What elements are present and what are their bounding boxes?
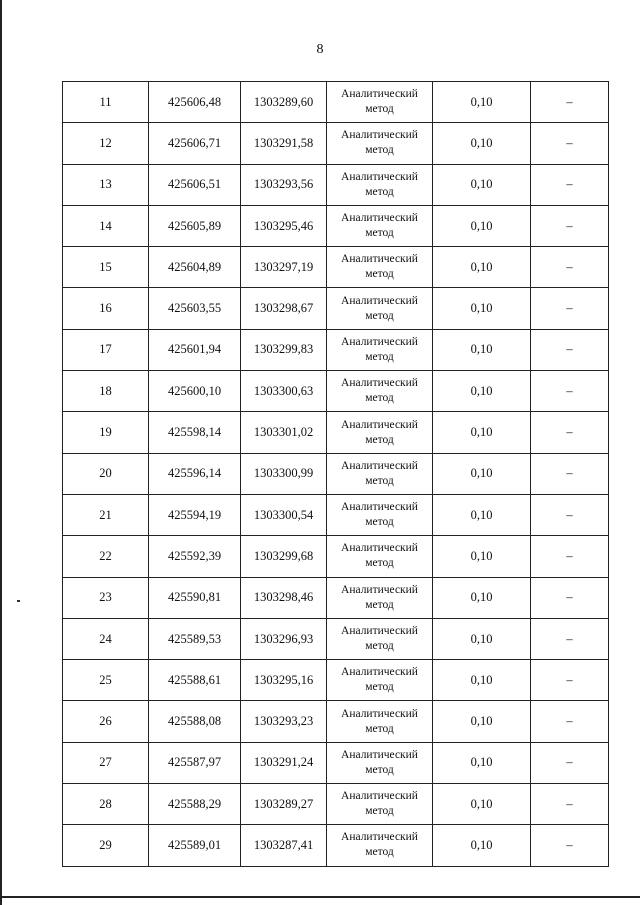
y-coordinate-cell: 1303299,83 xyxy=(241,329,327,370)
method-line-1: Аналитический xyxy=(341,790,418,803)
x-coordinate-cell: 425603,55 xyxy=(149,288,241,329)
method-cell xyxy=(327,577,433,618)
dash-cell: – xyxy=(531,247,609,288)
y-coordinate-cell: 1303293,56 xyxy=(241,164,327,205)
error-cell: 0,10 xyxy=(433,329,531,370)
method-line-1: Аналитический xyxy=(341,583,418,596)
method-cell xyxy=(327,123,433,164)
table-row xyxy=(63,618,609,659)
method-line-2: метод xyxy=(365,516,394,529)
y-coordinate-cell: 1303299,68 xyxy=(241,536,327,577)
method-cell xyxy=(327,618,433,659)
dash-cell: – xyxy=(531,660,609,701)
method-line-2: метод xyxy=(365,309,394,322)
method-line-2: метод xyxy=(365,557,394,570)
point-number-cell: 22 xyxy=(63,536,149,577)
table-row xyxy=(63,453,609,494)
error-cell: 0,10 xyxy=(433,701,531,742)
method-line-1: Аналитический xyxy=(341,335,418,348)
method-line-1: Аналитический xyxy=(341,625,418,637)
y-coordinate-cell: 1303295,16 xyxy=(241,660,327,701)
method-line-2: метод xyxy=(365,433,394,446)
method-cell xyxy=(327,247,433,288)
method-line-2: метод xyxy=(365,846,394,859)
dash-cell: – xyxy=(531,453,609,494)
method-line-2: метод xyxy=(365,805,394,818)
y-coordinate-cell: 1303296,93 xyxy=(241,618,327,659)
method-line-2: метод xyxy=(365,681,394,694)
method-line-1: Аналитический xyxy=(341,129,418,142)
method-cell xyxy=(327,825,433,866)
error-cell: 0,10 xyxy=(433,577,531,618)
x-coordinate-cell: 425588,29 xyxy=(149,784,241,825)
y-coordinate-cell: 1303297,19 xyxy=(241,247,327,288)
method-line-2: метод xyxy=(365,350,394,363)
point-number-cell: 14 xyxy=(63,205,149,246)
dash-cell: – xyxy=(531,123,609,164)
point-number-cell: 13 xyxy=(63,164,149,205)
error-cell: 0,10 xyxy=(433,164,531,205)
error-cell: 0,10 xyxy=(433,123,531,164)
method-cell xyxy=(327,329,433,370)
table-row xyxy=(63,288,609,329)
x-coordinate-cell: 425594,19 xyxy=(149,494,241,535)
dash-cell: – xyxy=(531,412,609,453)
table-row xyxy=(63,247,609,288)
x-coordinate-cell: 425606,51 xyxy=(149,164,241,205)
method-cell xyxy=(327,701,433,742)
dash-cell: – xyxy=(531,329,609,370)
x-coordinate-cell: 425589,01 xyxy=(149,825,241,866)
table-row xyxy=(63,660,609,701)
x-coordinate-cell: 425601,94 xyxy=(149,329,241,370)
y-coordinate-cell: 1303300,63 xyxy=(241,371,327,412)
y-coordinate-cell: 1303300,54 xyxy=(241,494,327,535)
method-cell xyxy=(327,453,433,494)
method-line-1: Аналитический xyxy=(341,88,418,101)
error-cell: 0,10 xyxy=(433,205,531,246)
y-coordinate-cell: 1303291,24 xyxy=(241,742,327,783)
dash-cell: – xyxy=(531,825,609,866)
method-line-1: Аналитический xyxy=(341,666,418,679)
error-cell: 0,10 xyxy=(433,412,531,453)
y-coordinate-cell: 1303295,46 xyxy=(241,205,327,246)
y-coordinate-cell: 1303289,60 xyxy=(241,82,327,123)
error-cell: 0,10 xyxy=(433,742,531,783)
dash-cell: – xyxy=(531,742,609,783)
table-body xyxy=(63,82,609,867)
table-row xyxy=(63,825,609,866)
dash-cell: – xyxy=(531,82,609,123)
table-row xyxy=(63,494,609,535)
dash-cell: – xyxy=(531,784,609,825)
method-line-1: Аналитический xyxy=(341,459,418,472)
table-row xyxy=(63,742,609,783)
dash-cell: – xyxy=(531,536,609,577)
point-number-cell: 24 xyxy=(63,618,149,659)
method-line-2: метод xyxy=(365,763,394,776)
x-coordinate-cell: 425587,97 xyxy=(149,742,241,783)
y-coordinate-cell: 1303293,23 xyxy=(241,701,327,742)
point-number-cell: 19 xyxy=(63,412,149,453)
table-row xyxy=(63,577,609,618)
point-number-cell: 27 xyxy=(63,742,149,783)
method-line-2: метод xyxy=(365,185,394,198)
table-row xyxy=(63,371,609,412)
method-cell xyxy=(327,412,433,453)
dash-cell: – xyxy=(531,288,609,329)
x-coordinate-cell: 425606,48 xyxy=(149,82,241,123)
x-coordinate-cell: 425588,61 xyxy=(149,660,241,701)
x-coordinate-cell: 425606,71 xyxy=(149,123,241,164)
method-line-1: Аналитический xyxy=(341,542,418,555)
method-line-1: Аналитический xyxy=(341,707,418,720)
method-line-1: Аналитический xyxy=(341,418,418,431)
x-coordinate-cell: 425588,08 xyxy=(149,701,241,742)
method-cell xyxy=(327,205,433,246)
method-line-2: метод xyxy=(365,268,394,281)
x-coordinate-cell: 425605,89 xyxy=(149,205,241,246)
point-number-cell: 29 xyxy=(63,825,149,866)
method-line-2: метод xyxy=(365,640,394,652)
page-left-edge xyxy=(0,0,2,905)
point-number-cell: 17 xyxy=(63,329,149,370)
method-cell xyxy=(327,164,433,205)
error-cell: 0,10 xyxy=(433,82,531,123)
x-coordinate-cell: 425592,39 xyxy=(149,536,241,577)
point-number-cell: 11 xyxy=(63,82,149,123)
method-cell xyxy=(327,494,433,535)
point-number-cell: 20 xyxy=(63,453,149,494)
method-cell xyxy=(327,660,433,701)
method-line-1: Аналитический xyxy=(341,170,418,183)
method-cell xyxy=(327,536,433,577)
y-coordinate-cell: 1303291,58 xyxy=(241,123,327,164)
dash-cell: – xyxy=(531,164,609,205)
x-coordinate-cell: 425596,14 xyxy=(149,453,241,494)
method-line-2: метод xyxy=(365,103,394,116)
error-cell: 0,10 xyxy=(433,247,531,288)
x-coordinate-cell: 425604,89 xyxy=(149,247,241,288)
method-cell xyxy=(327,82,433,123)
dash-cell: – xyxy=(531,618,609,659)
method-line-2: метод xyxy=(365,474,394,487)
error-cell: 0,10 xyxy=(433,453,531,494)
error-cell: 0,10 xyxy=(433,660,531,701)
coordinates-table xyxy=(62,81,609,867)
method-cell xyxy=(327,371,433,412)
table-row xyxy=(63,205,609,246)
point-number-cell: 26 xyxy=(63,701,149,742)
x-coordinate-cell: 425589,53 xyxy=(149,618,241,659)
table-row xyxy=(63,412,609,453)
dash-cell: – xyxy=(531,577,609,618)
point-number-cell: 25 xyxy=(63,660,149,701)
page-number: 8 xyxy=(316,42,324,57)
method-line-2: метод xyxy=(365,227,394,240)
error-cell: 0,10 xyxy=(433,371,531,412)
point-number-cell: 15 xyxy=(63,247,149,288)
error-cell: 0,10 xyxy=(433,536,531,577)
page-bottom-edge xyxy=(0,896,640,898)
method-cell xyxy=(327,784,433,825)
point-number-cell: 18 xyxy=(63,371,149,412)
point-number-cell: 21 xyxy=(63,494,149,535)
method-line-1: Аналитический xyxy=(341,253,418,266)
error-cell: 0,10 xyxy=(433,494,531,535)
method-line-1: Аналитический xyxy=(341,212,418,225)
point-number-cell: 28 xyxy=(63,784,149,825)
table-row xyxy=(63,784,609,825)
error-cell: 0,10 xyxy=(433,825,531,866)
error-cell: 0,10 xyxy=(433,618,531,659)
table-row xyxy=(63,164,609,205)
method-cell xyxy=(327,742,433,783)
method-line-1: Аналитический xyxy=(341,294,418,307)
dash-cell: – xyxy=(531,205,609,246)
dash-cell: – xyxy=(531,371,609,412)
dash-cell: – xyxy=(531,494,609,535)
y-coordinate-cell: 1303300,99 xyxy=(241,453,327,494)
table-row xyxy=(63,82,609,123)
method-line-2: метод xyxy=(365,722,394,735)
error-cell: 0,10 xyxy=(433,784,531,825)
method-line-2: метод xyxy=(365,392,394,405)
method-line-1: Аналитический xyxy=(341,748,418,761)
table-row xyxy=(63,536,609,577)
method-line-1: Аналитический xyxy=(341,377,418,390)
dash-cell: – xyxy=(531,701,609,742)
point-number-cell: 16 xyxy=(63,288,149,329)
table-row xyxy=(63,123,609,164)
point-number-cell: 23 xyxy=(63,577,149,618)
point-number-cell: 12 xyxy=(63,123,149,164)
y-coordinate-cell: 1303301,02 xyxy=(241,412,327,453)
x-coordinate-cell: 425600,10 xyxy=(149,371,241,412)
table-row xyxy=(63,701,609,742)
method-line-2: метод xyxy=(365,598,394,611)
y-coordinate-cell: 1303287,41 xyxy=(241,825,327,866)
method-line-2: метод xyxy=(365,144,394,157)
x-coordinate-cell: 425598,14 xyxy=(149,412,241,453)
method-cell xyxy=(327,288,433,329)
method-line-1: Аналитический xyxy=(341,501,418,514)
y-coordinate-cell: 1303289,27 xyxy=(241,784,327,825)
scan-mark xyxy=(17,600,20,602)
x-coordinate-cell: 425590,81 xyxy=(149,577,241,618)
method-line-1: Аналитический xyxy=(341,831,418,844)
error-cell: 0,10 xyxy=(433,288,531,329)
y-coordinate-cell: 1303298,46 xyxy=(241,577,327,618)
table-row xyxy=(63,329,609,370)
y-coordinate-cell: 1303298,67 xyxy=(241,288,327,329)
